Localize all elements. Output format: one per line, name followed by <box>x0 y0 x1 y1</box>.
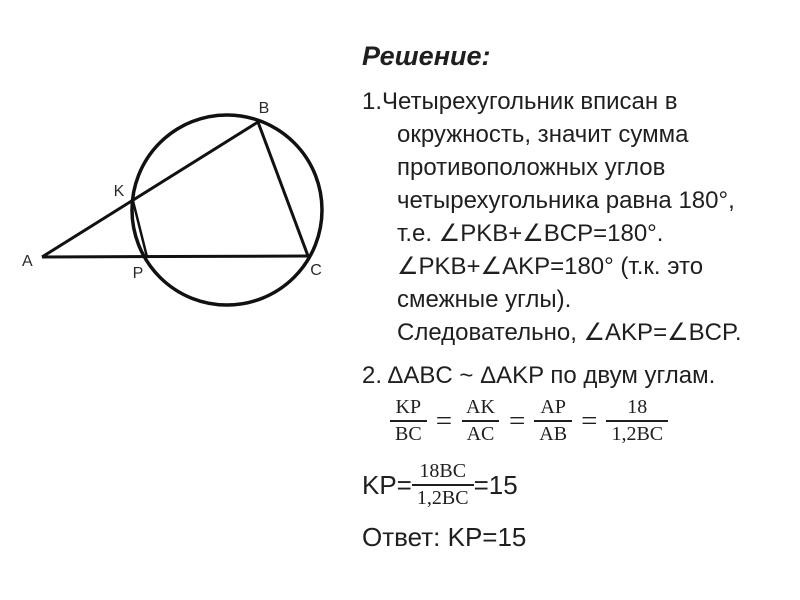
equals-sign: = <box>435 404 453 437</box>
step1-line: т.е. ∠PKB+∠BCP=180°. <box>397 220 664 247</box>
point-label-k: K <box>113 183 125 200</box>
circle-shape <box>132 115 322 305</box>
solution-panel <box>362 40 782 553</box>
answer-line: Ответ: KP=15 <box>362 522 527 552</box>
line-a-c <box>42 256 308 257</box>
fraction-numerator: 18BC <box>419 460 467 482</box>
kp-equation-rhs: =15 <box>473 469 518 500</box>
fraction-numerator: AK <box>466 396 495 418</box>
fraction-kp-bc <box>390 396 427 446</box>
fraction-ap-ab <box>534 396 572 446</box>
fraction-denominator: AC <box>462 420 500 446</box>
point-label-p: P <box>132 265 144 282</box>
step1-line: 1.Четырехугольник вписан в <box>362 88 678 115</box>
step1-paragraph <box>362 85 782 349</box>
point-label-a: A <box>22 253 33 270</box>
fraction-denominator: AB <box>534 420 572 446</box>
step1-line: ∠PKB+∠AKP=180° (т.к. это <box>397 253 704 280</box>
fraction-numerator: AP <box>540 396 566 418</box>
point-label-b: B <box>258 100 270 117</box>
proportion-equation <box>390 396 782 446</box>
step1-line: Следовательно, ∠AKP=∠BCP. <box>397 319 742 346</box>
fraction-numerator: KP <box>395 396 422 418</box>
fraction-18bc-12bc <box>412 460 474 510</box>
line-a-b <box>42 122 258 257</box>
step2-similarity-statement: 2. ΔABC ~ ΔAKP по двум углам. <box>362 362 716 389</box>
equals-sign: = <box>508 404 526 437</box>
kp-equation-lhs: KP= <box>362 469 412 500</box>
fraction-denominator: 1,2BC <box>606 420 668 446</box>
solution-title: Решение: <box>362 41 491 71</box>
fraction-numerator: 18 <box>627 396 648 418</box>
step1-line: четырехугольника равна 180°, <box>397 187 735 214</box>
step1-line: смежные углы). <box>397 286 572 313</box>
fraction-18-12bc <box>606 396 668 446</box>
fraction-denominator: BC <box>390 420 427 446</box>
step1-line: противоположных углов <box>397 154 666 181</box>
fraction-denominator: 1,2BC <box>412 484 474 510</box>
geometry-diagram <box>0 0 360 340</box>
line-b-c <box>258 122 308 256</box>
step1-line: окружность, значит сумма <box>397 121 689 148</box>
equals-sign: = <box>581 404 598 437</box>
fraction-ak-ac <box>461 396 500 446</box>
point-label-c: C <box>310 262 322 279</box>
kp-equation <box>362 460 782 510</box>
